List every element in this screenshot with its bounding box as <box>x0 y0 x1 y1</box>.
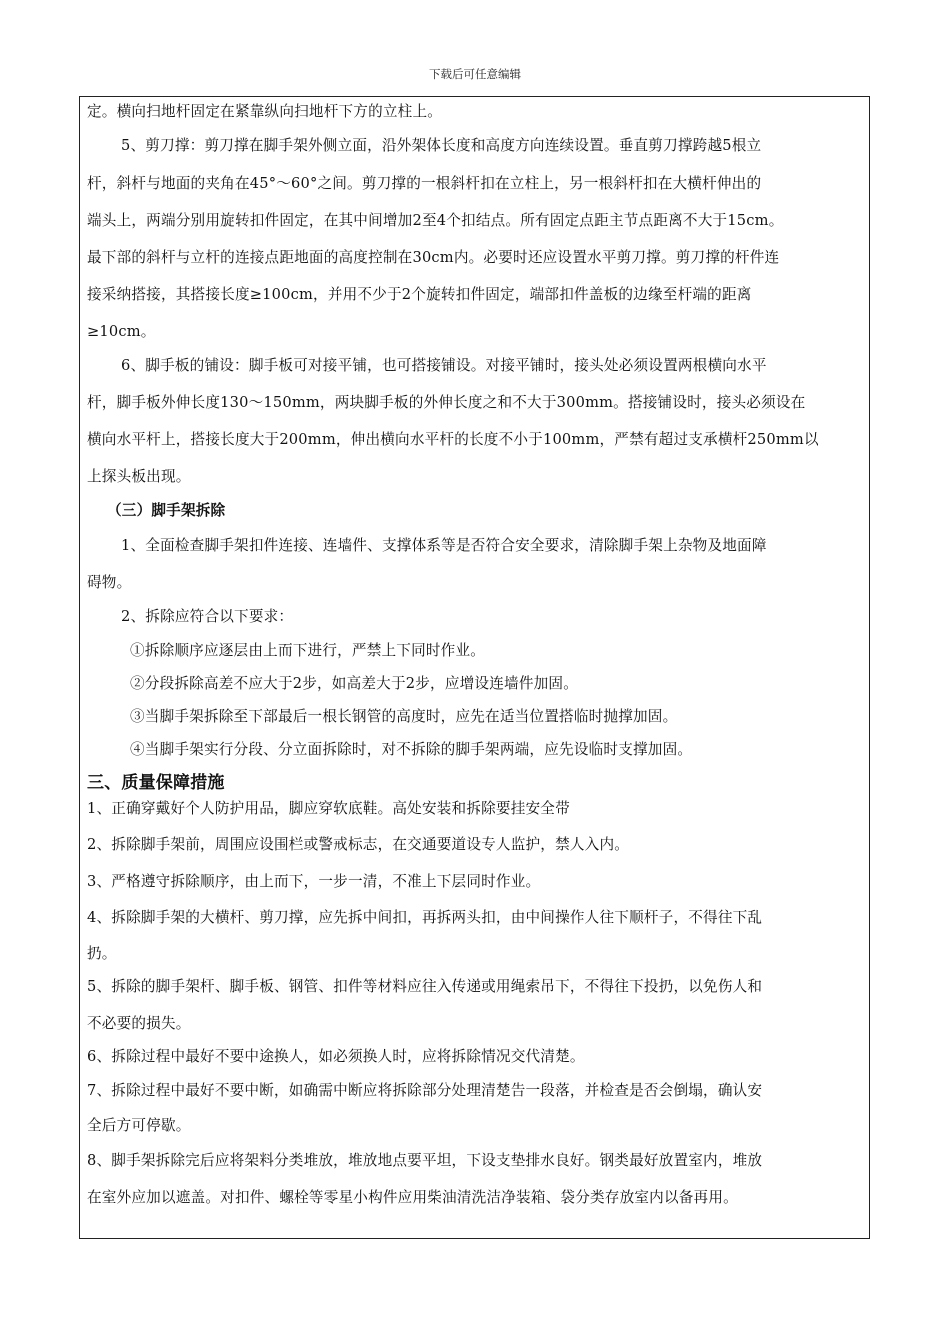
text-line: 6、脚手板的铺设：脚手板可对接平铺，也可搭接铺设。对接平铺时，接头处必须设置两根横向水平 <box>121 357 767 374</box>
text-line: 上探头板出现。 <box>87 468 191 485</box>
text-line: 扔。 <box>87 945 117 962</box>
text-line: ≥10cm。 <box>87 323 156 340</box>
text-line: ②分段拆除高差不应大于2步，如高差大于2步，应增设连墙件加固。 <box>130 675 578 692</box>
text-line: ④当脚手架实行分段、分立面拆除时，对不拆除的脚手架两端，应先设临时支撑加固。 <box>130 741 693 758</box>
text-line: 端头上，两端分别用旋转扣件固定，在其中间增加2至4个扣结点。所有固定点距主节点距离不大于15cm。 <box>87 212 784 229</box>
page-header: 下载后可任意编辑 <box>429 67 521 81</box>
text-line: 5、拆除的脚手架杆、脚手板、钢管、扣件等材料应往入传递或用绳索吊下，不得往下投扔，以免伤人和 <box>87 978 763 995</box>
text-line: 定。横向扫地杆固定在紧靠纵向扫地杆下方的立柱上。 <box>87 103 443 120</box>
text-line: 杆，斜杆与地面的夹角在45°～60°之间。剪刀撑的一根斜杆扣在立柱上，另一根斜杆扣在大横杆伸出的 <box>87 175 762 192</box>
text-line: 3、严格遵守拆除顺序，由上而下，一步一清，不准上下层同时作业。 <box>87 873 541 890</box>
text-line: 2、拆除脚手架前，周围应设围栏或警戒标志，在交通要道设专人监护，禁人入内。 <box>87 836 630 853</box>
text-line: 杆，脚手板外伸长度130～150mm，两块脚手板的外伸长度之和不大于300mm。搭接铺设时，接头必须设在 <box>87 394 806 411</box>
text-line: 接采纳搭接，其搭接长度≥100cm，并用不少于2个旋转扣件固定，端部扣件盖板的边缘至杆端的距离 <box>87 286 752 303</box>
text-line: 7、拆除过程中最好不要中断，如确需中断应将拆除部分处理清楚告一段落，并检查是否会倒塌，确认安 <box>87 1082 763 1099</box>
text-line: 全后方可停歇。 <box>87 1117 191 1134</box>
text-line: 横向水平杆上，搭接长度大于200mm，伸出横向水平杆的长度不小于100mm，严禁有超过支承横杆250mm以 <box>87 431 819 448</box>
text-line: 最下部的斜杆与立杆的连接点距地面的高度控制在30cm内。必要时还应设置水平剪刀撑。剪刀撑的杆件连 <box>87 249 780 266</box>
text-line: 8、脚手架拆除完后应将架料分类堆放，堆放地点要平坦，下设支垫排水良好。钢类最好放置室内，堆放 <box>87 1152 763 1169</box>
text-line: 2、拆除应符合以下要求： <box>121 608 294 625</box>
text-line: 5、剪刀撑：剪刀撑在脚手架外侧立面，沿外架体长度和高度方向连续设置。垂直剪刀撑跨越5根立 <box>121 137 762 154</box>
text-line: 6、拆除过程中最好不要中途换人，如必须换人时，应将拆除情况交代清楚。 <box>87 1048 585 1065</box>
text-line: ③当脚手架拆除至下部最后一根长钢管的高度时，应先在适当位置搭临时抛撑加固。 <box>130 708 678 725</box>
text-line: 碍物。 <box>87 574 132 591</box>
subsection-heading: （三）脚手架拆除 <box>107 502 226 519</box>
text-line: 4、拆除脚手架的大横杆、剪刀撑，应先拆中间扣，再拆两头扣，由中间操作人往下顺杆子，不得往下乱 <box>87 909 763 926</box>
section-heading: 三、质量保障措施 <box>87 773 225 793</box>
text-line: 1、全面检查脚手架扣件连接、连墙件、支撑体系等是否符合安全要求，清除脚手架上杂物及地面障 <box>121 537 767 554</box>
text-line: 不必要的损失。 <box>87 1015 191 1032</box>
content-frame <box>79 96 870 1239</box>
text-line: ①拆除顺序应逐层由上而下进行，严禁上下同时作业。 <box>130 642 486 659</box>
text-line: 1、正确穿戴好个人防护用品，脚应穿软底鞋。高处安装和拆除要挂安全带 <box>87 800 570 817</box>
text-line: 在室外应加以遮盖。对扣件、螺栓等零星小构件应用柴油清洗洁净装箱、袋分类存放室内以备再用。 <box>87 1189 738 1206</box>
